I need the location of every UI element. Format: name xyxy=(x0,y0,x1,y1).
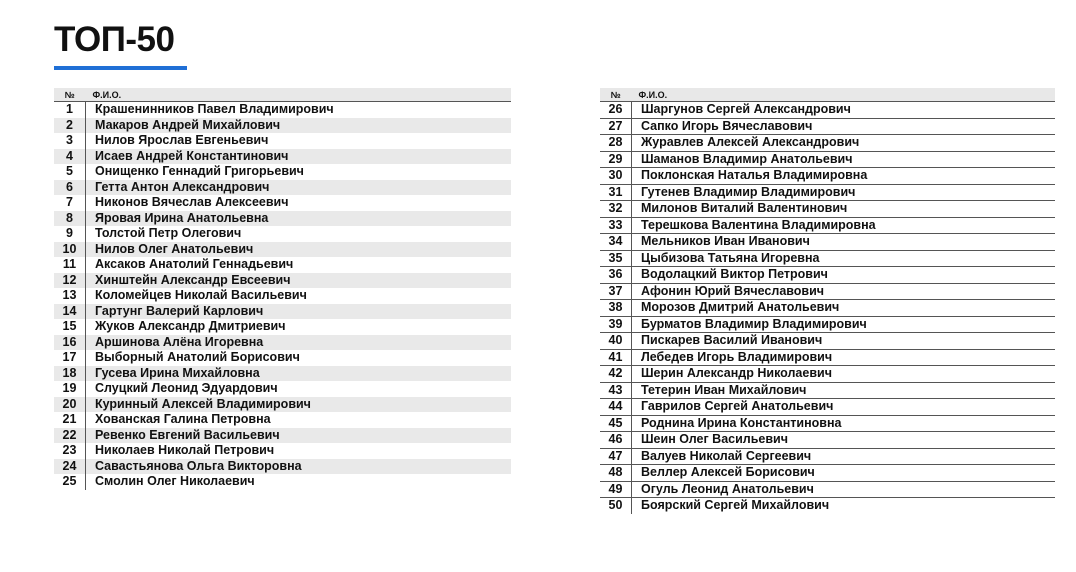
person-name: Слуцкий Леонид Эдуардович xyxy=(95,381,278,396)
person-name: Роднина Ирина Константиновна xyxy=(632,415,1056,432)
rank-number: 9 xyxy=(54,226,86,242)
person-name: Исаев Андрей Константинович xyxy=(86,149,512,165)
table-row xyxy=(54,180,511,196)
table-row xyxy=(54,195,511,211)
table-row xyxy=(54,335,511,351)
rank-number: 30 xyxy=(600,168,632,185)
rank-number: 37 xyxy=(600,283,632,300)
rank-number: 45 xyxy=(600,415,632,432)
ranking-table-right-body xyxy=(600,102,1055,514)
table-row xyxy=(54,133,511,149)
table-row xyxy=(54,288,511,304)
table-row xyxy=(600,201,1055,218)
table-row xyxy=(600,283,1055,300)
ranking-table-left xyxy=(54,88,511,490)
person-name: Савастьянова Ольга Викторовна xyxy=(86,459,512,475)
rank-number: 41 xyxy=(600,349,632,366)
ranking-table-left-body xyxy=(54,102,511,490)
person-name: Валуев Николай Сергеевич xyxy=(632,448,1056,465)
table-row xyxy=(54,397,511,413)
rank-number: 12 xyxy=(54,273,86,289)
table-row xyxy=(600,498,1055,514)
table-row xyxy=(54,211,511,227)
person-name: Журавлев Алексей Александрович xyxy=(632,135,1056,152)
table-row xyxy=(54,102,511,118)
rank-number: 27 xyxy=(600,118,632,135)
table-row xyxy=(600,349,1055,366)
rank-number: 34 xyxy=(600,234,632,251)
person-name: Онищенко Геннадий Григорьевич xyxy=(95,164,304,179)
person-name: Пискарев Василий Иванович xyxy=(632,333,1056,350)
table-header-row xyxy=(54,88,511,102)
rank-number: 49 xyxy=(600,481,632,498)
rank-number: 42 xyxy=(600,366,632,383)
person-name: Шерин Александр Николаевич xyxy=(632,366,1056,383)
person-name: Нилов Олег Анатольевич xyxy=(86,242,512,258)
person-name: Милонов Виталий Валентинович xyxy=(632,201,1056,218)
table-row xyxy=(600,432,1055,449)
rank-number: 20 xyxy=(54,397,86,413)
person-name: Макаров Андрей Михайлович xyxy=(86,118,512,134)
person-name: Веллер Алексей Борисович xyxy=(632,465,1056,482)
table-row xyxy=(54,149,511,165)
table-row xyxy=(54,459,511,475)
column-header-number: № xyxy=(54,88,86,102)
column-header-name: Ф.И.О. xyxy=(86,88,512,102)
person-name: Шаргунов Сергей Александрович xyxy=(632,102,1056,119)
rank-number: 10 xyxy=(54,242,86,258)
table-row xyxy=(54,381,511,397)
rank-number: 48 xyxy=(600,465,632,482)
table-row xyxy=(600,316,1055,333)
table-row xyxy=(54,350,511,366)
person-name: Выборный Анатолий Борисович xyxy=(95,350,300,365)
rank-number: 13 xyxy=(54,288,86,304)
person-name: Ревенко Евгений Васильевич xyxy=(86,428,512,444)
rank-number: 6 xyxy=(54,180,86,196)
table-row xyxy=(54,319,511,335)
rank-number: 1 xyxy=(54,102,86,118)
table-row xyxy=(54,226,511,242)
table-row xyxy=(600,118,1055,135)
rank-number: 36 xyxy=(600,267,632,284)
rank-number: 33 xyxy=(600,217,632,234)
table-row xyxy=(600,382,1055,399)
table-row xyxy=(54,257,511,273)
person-name: Бурматов Владимир Владимирович xyxy=(632,316,1056,333)
person-name: Гусева Ирина Михайловна xyxy=(86,366,512,382)
table-row xyxy=(600,250,1055,267)
table-row xyxy=(54,428,511,444)
table-row xyxy=(54,118,511,134)
person-name: Шаманов Владимир Анатольевич xyxy=(632,151,1056,168)
person-name: Морозов Дмитрий Анатольевич xyxy=(632,300,1056,317)
rank-number: 43 xyxy=(600,382,632,399)
table-row xyxy=(600,481,1055,498)
table-row xyxy=(600,267,1055,284)
rank-number: 15 xyxy=(54,319,86,335)
rank-number: 8 xyxy=(54,211,86,227)
person-name: Цыбизова Татьяна Игоревна xyxy=(632,250,1056,267)
rank-number: 14 xyxy=(54,304,86,320)
table-row xyxy=(54,443,511,459)
person-name: Хованская Галина Петровна xyxy=(95,412,271,427)
table-row xyxy=(600,135,1055,152)
person-name: Терешкова Валентина Владимировна xyxy=(632,217,1056,234)
rank-number: 26 xyxy=(600,102,632,119)
table-row xyxy=(54,412,511,428)
person-name: Никонов Вячеслав Алексеевич xyxy=(95,195,289,210)
table-row xyxy=(600,465,1055,482)
person-name: Афонин Юрий Вячеславович xyxy=(632,283,1056,300)
person-name: Нилов Ярослав Евгеньевич xyxy=(95,133,269,148)
rank-number: 25 xyxy=(54,474,86,490)
person-name: Гартунг Валерий Карлович xyxy=(86,304,512,320)
table-row xyxy=(600,102,1055,119)
person-name: Гутенев Владимир Владимирович xyxy=(632,184,1056,201)
table-row xyxy=(600,151,1055,168)
rank-number: 40 xyxy=(600,333,632,350)
rank-number: 3 xyxy=(54,133,86,149)
table-row xyxy=(54,242,511,258)
person-name: Аксаков Анатолий Геннадьевич xyxy=(95,257,294,272)
column-header-name: Ф.И.О. xyxy=(632,88,1056,102)
person-name: Гетта Антон Александрович xyxy=(86,180,512,196)
rank-number: 16 xyxy=(54,335,86,351)
person-name: Лебедев Игорь Владимирович xyxy=(632,349,1056,366)
person-name: Шеин Олег Васильевич xyxy=(632,432,1056,449)
person-name: Куринный Алексей Владимирович xyxy=(86,397,512,413)
table-row xyxy=(600,168,1055,185)
rank-number: 44 xyxy=(600,399,632,416)
person-name: Аршинова Алёна Игоревна xyxy=(86,335,512,351)
rank-number: 2 xyxy=(54,118,86,134)
rank-number: 23 xyxy=(54,443,86,459)
person-name: Мельников Иван Иванович xyxy=(632,234,1056,251)
table-row xyxy=(600,184,1055,201)
rank-number: 47 xyxy=(600,448,632,465)
person-name: Толстой Петр Олегович xyxy=(95,226,242,241)
person-name: Хинштейн Александр Евсеевич xyxy=(86,273,512,289)
rank-number: 29 xyxy=(600,151,632,168)
table-row xyxy=(600,415,1055,432)
table-header-row xyxy=(600,88,1055,102)
title-underline xyxy=(54,66,187,70)
rank-number: 19 xyxy=(54,381,86,397)
person-name: Поклонская Наталья Владимировна xyxy=(632,168,1056,185)
person-name: Огуль Леонид Анатольевич xyxy=(632,481,1056,498)
person-name: Гаврилов Сергей Анатольевич xyxy=(632,399,1056,416)
table-row xyxy=(54,474,511,490)
rank-number: 39 xyxy=(600,316,632,333)
table-row xyxy=(600,300,1055,317)
person-name: Крашенинников Павел Владимирович xyxy=(95,102,334,117)
rank-number: 22 xyxy=(54,428,86,444)
rank-number: 18 xyxy=(54,366,86,382)
table-row xyxy=(600,217,1055,234)
table-row xyxy=(600,333,1055,350)
person-name: Жуков Александр Дмитриевич xyxy=(95,319,286,334)
rank-number: 28 xyxy=(600,135,632,152)
rank-number: 32 xyxy=(600,201,632,218)
person-name: Николаев Николай Петрович xyxy=(95,443,275,458)
rank-number: 31 xyxy=(600,184,632,201)
person-name: Боярский Сергей Михайлович xyxy=(641,498,830,513)
rank-number: 17 xyxy=(54,350,86,366)
rank-number: 11 xyxy=(54,257,86,273)
person-name: Тетерин Иван Михайлович xyxy=(632,382,1056,399)
rank-number: 7 xyxy=(54,195,86,211)
rank-number: 50 xyxy=(600,498,632,514)
person-name: Яровая Ирина Анатольевна xyxy=(86,211,512,227)
table-row xyxy=(54,366,511,382)
table-row xyxy=(600,366,1055,383)
rank-number: 5 xyxy=(54,164,86,180)
column-header-number: № xyxy=(600,88,632,102)
person-name: Смолин Олег Николаевич xyxy=(95,474,255,489)
page-title: ТОП-50 xyxy=(54,20,175,59)
ranking-table-right xyxy=(600,88,1055,514)
table-row xyxy=(54,304,511,320)
table-row xyxy=(54,273,511,289)
table-row xyxy=(54,164,511,180)
rank-number: 35 xyxy=(600,250,632,267)
table-row xyxy=(600,448,1055,465)
person-name: Коломейцев Николай Васильевич xyxy=(95,288,307,303)
person-name: Сапко Игорь Вячеславович xyxy=(632,118,1056,135)
rank-number: 21 xyxy=(54,412,86,428)
table-row xyxy=(600,399,1055,416)
rank-number: 4 xyxy=(54,149,86,165)
table-row xyxy=(600,234,1055,251)
rank-number: 46 xyxy=(600,432,632,449)
rank-number: 38 xyxy=(600,300,632,317)
person-name: Водолацкий Виктор Петрович xyxy=(632,267,1056,284)
rank-number: 24 xyxy=(54,459,86,475)
